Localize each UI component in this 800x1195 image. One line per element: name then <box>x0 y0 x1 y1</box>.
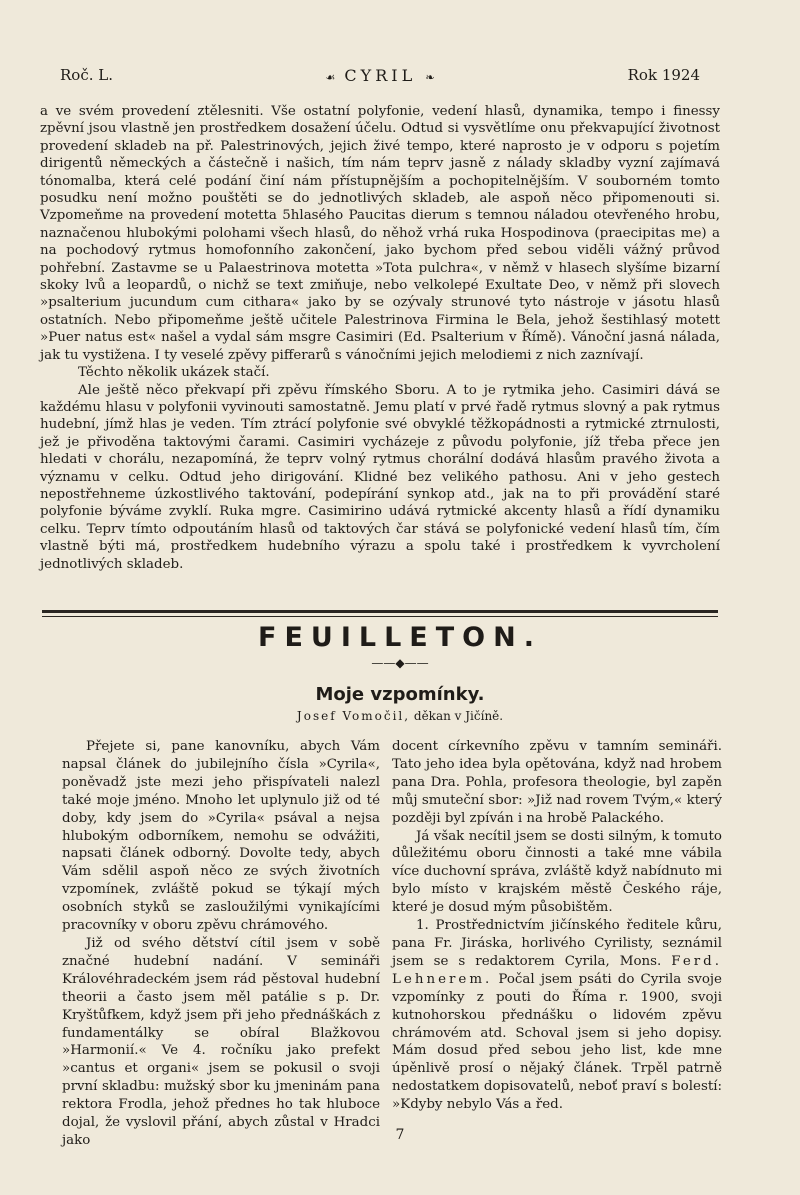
paragraph-text: 1. Prostřednictvím jičínského ředitele kůru, pana Fr. Jiráska, horlivého Cyrilisty, seznámil jsem se s redaktorem Cyrila, Mons. <box>392 918 722 969</box>
paragraph-text: Počal jsem psáti do Cyrila svoje vzpomínky z pouti do Říma r. 1900, svoji kutnohorskou přednášku o lidovém zpěvu chrámovém atd. Schoval jsem si jeho dopisy. Mám dosud před sebou jeho list, kde mne úpěnlivě prosí o nějaký článek. Trpěl patrně nedostatkem dopisovatelů, neboť praví s bolestí: »Kdyby nebylo Vás a řed. <box>392 971 722 1113</box>
heading-ornament: ——◆—— <box>371 656 429 670</box>
page-number: 7 <box>395 1127 405 1143</box>
year-label: Rok 1924 <box>627 66 700 84</box>
right-column <box>392 738 722 1114</box>
essay-paragraph: a ve svém provedení ztělesniti. Vše ostatní polyfonie, vedení hlasů, dynamika, tempo i finessy zpěvní jsou vlastně jen prostředkem dosažení účelu. Odtud si vysvětlíme onu překvapující životnost provedení skladeb na př. Palestrinových, jejich živé tempo, které naprosto je v odporu s pojetím dirigentů německých a částečně i našich, tím nám teprv jasně z nálady skladby vyzní zajímavá tónomalba, která celé podání činí nám přístupnějším a pochopitelnějším. V souborném tomto posudku není možno pouštěti se do jednotlivých skladeb, ale aspoň něco připomenouti si. Vzpomeňme na provedení motetta 5hlasého Paucitas dierum s temnou náladou otevřeného hrobu, naznačenou hlubokými polohami všech hlasů, do něhož vrhá ruka Hospodinova (praecipitas me) a na pochodový rytmus homofonního zakončení, jako bychom před sebou viděli vážný průvod pohřební. Zastavme se u Palaestrinova motetta »Tota pulchra«, v němž v hlasech slyšíme bizarní skoky lvů a leopardů, o nichž se text zmiňuje, nebo velkolepé Exultate Deo, v němž při slovech »psalterium jucundum cum cithara« jako by se ozývaly strunové tyto nástroje v jásotu hlasů ostatních. Nebo připomeňme ještě učitele Palestrinova Firmina le Bela, jehož šestihlasý motett »Puer natus est« našel a vydal sám msgre Casimiri (Ed. Psalterium v Římě). Vánoční jasná nálada, jak tu vystižena. I ty veselé zpěvy pifferarů s vánočními jejich melodiemi z nich zaznívají. <box>40 104 720 363</box>
section-divider-thick <box>42 610 718 613</box>
essay-paragraph: Těchto několik ukázek stačí. <box>78 365 270 381</box>
volume-label: Roč. L. <box>60 66 113 84</box>
column-paragraph: docent církevního zpěvu v tamním semináři. Tato jeho idea byla opětována, když nad hrobem pana Dra. Pohla, profesora theologie, byl zapěn můj smuteční sbor: »Již nad rovem Tvým,« který později byl zpíván i na hrobě Palackého. <box>392 739 722 826</box>
article-title: Moje vzpomínky. <box>315 684 485 705</box>
ornament-right-icon: ❧ <box>425 71 435 84</box>
column-paragraph: Já však necítil jsem se dosti silným, k tomuto důležitému oboru činnosti a také mne vábila více duchovní správa, zvláště když nabídnuto mi bylo místo v krajském městě Českého ráje, které je dosud mým působištěm. <box>392 828 722 916</box>
author-role: děkan v Jičíně. <box>413 709 504 723</box>
essay-text <box>40 103 720 573</box>
column-paragraph: Již od svého dětství cítil jsem v sobě značné hudební nadání. V semináři Královéhradeckém jsem rád pěstoval hudební theorii a často jsem měl patálie s p. Dr. Kryštůfkem, když jsem při jeho přednáškách z fundamentálky se obíral Blažkovou »Harmonií.« Ve 4. ročníku jako prefekt »cantus et organi« jsem se pokusil o svoji první skladbu: mužský sbor ku jmeninám pana rektora Frodla, jehož přednes ho tak hluboce dojal, že vyslovil přání, abych zůstal v Hradci jako <box>62 935 380 1148</box>
column-paragraph: Přejete si, pane kanovníku, abych Vám napsal článek do jubilejního čísla »Cyrila«, poněvadž jste mezi jeho přispívateli nalezl také moje jméno. Mnoho let uplynulo již od té doby, kdy jsem do »Cyrila« psával a nejsa hlubokým odborníkem, nemohu se odvážiti, napsati článek odborný. Dovolte tedy, abych Vám sdělil aspoň něco ze svých životních vzpomínek, zvláště pokud se týkají mých osobních styků se zasloužilými vynikajícími pracovníky v oboru zpěvu chrámového. <box>62 739 380 934</box>
author-name: Josef Vomočil, <box>296 709 411 723</box>
essay-paragraph: Ale ještě něco překvapí při zpěvu římského Sboru. A to je rytmika jeho. Casimiri dává se každému hlasu v polyfonii vyvinouti samostatně. Jemu platí v prvé řadě rytmus slovný a pak rytmus hudební, jímž hlas je veden. Tím ztrácí polyfonie své obvyklé těžkopádnosti a rytmické ztrnulosti, jež je přivoděna taktovými čarami. Casimiri vycházeje z původu polyfonie, jíž třeba přece jen hledati v chorálu, nezapomíná, že teprv volný rytmus chorální dodává hlasům pravého života a významu v celku. Odtud jeho dirigování. Klidné bez velikého pathosu. Ani v jeho gestech nepostřehneme úzkostlivého taktování, podepírání synkop atd., jak na to při provádění staré polyfonie býváme zvyklí. Ruka mgre. Casimirino udává rytmické akcenty hlasů a řídí dynamiku celku. Teprv tímto odpoutáním hlasů od taktových čar stává se polyfonické vedení hlasů tím, čím vlastně býti má, prostředkem hudebního výrazu a spolu také i prostředkem k vyvrcholení jednotlivých skladeb. <box>40 382 720 572</box>
journal-title <box>60 66 700 85</box>
left-column <box>62 738 380 1150</box>
article-byline <box>0 709 800 723</box>
column-paragraph <box>392 917 722 1114</box>
section-divider-thin <box>42 616 718 617</box>
journal-name: CYRIL <box>344 66 417 85</box>
editor-name: Ferd. Lehnerem. <box>392 953 722 987</box>
ornament-left-icon: ☙ <box>325 71 336 84</box>
page-header <box>60 66 700 88</box>
section-heading: FEUILLETON. <box>258 622 542 653</box>
